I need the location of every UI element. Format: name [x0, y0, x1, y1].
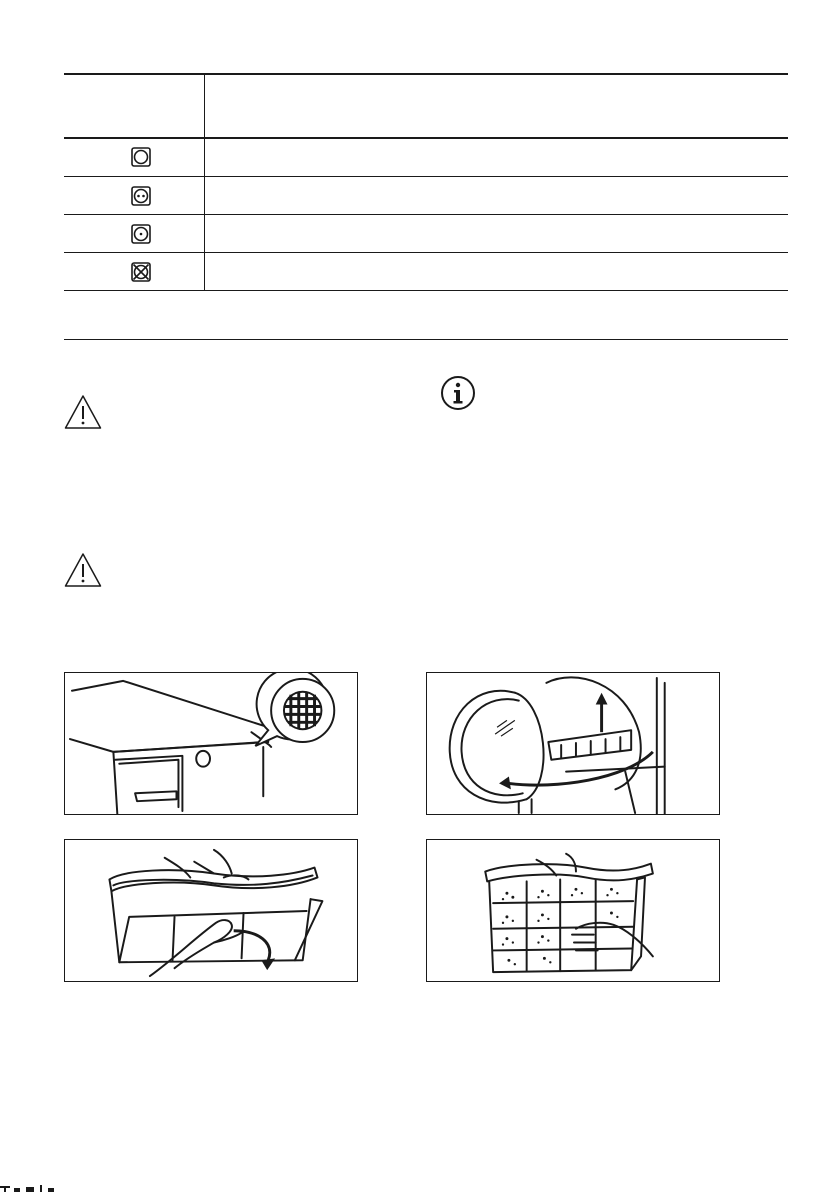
clean-filter-drawing: [427, 840, 719, 981]
table-row-rule: [64, 176, 788, 177]
cropped-text-fragment: [0, 1184, 80, 1192]
illustration-dryer-filter-symbol: [64, 672, 358, 815]
table-row-rule: [64, 214, 788, 215]
tumble-dry-high-heat-icon: [131, 186, 151, 206]
illustration-open-filter: [64, 839, 358, 982]
dryer-top-drawing: [65, 673, 357, 814]
tumble-dry-low-heat-icon: [131, 224, 151, 244]
table-bottom-rule: [64, 290, 788, 291]
table-top-rule: [64, 73, 788, 75]
table-header-rule: [64, 137, 788, 139]
information-icon: [440, 375, 476, 411]
illustration-clean-filter: [426, 839, 720, 982]
tumble-dry-square-icon: [131, 147, 151, 167]
do-not-tumble-dry-icon: [131, 262, 151, 282]
illustration-open-door-lift-filter: [426, 672, 720, 815]
warning-triangle-icon: [63, 393, 103, 431]
open-door-drawing: [427, 673, 719, 814]
table-column-divider: [204, 74, 205, 291]
open-filter-drawing: [65, 840, 357, 981]
warning-triangle-icon: [63, 551, 103, 589]
table-row-rule: [64, 252, 788, 253]
section-rule: [64, 339, 788, 340]
